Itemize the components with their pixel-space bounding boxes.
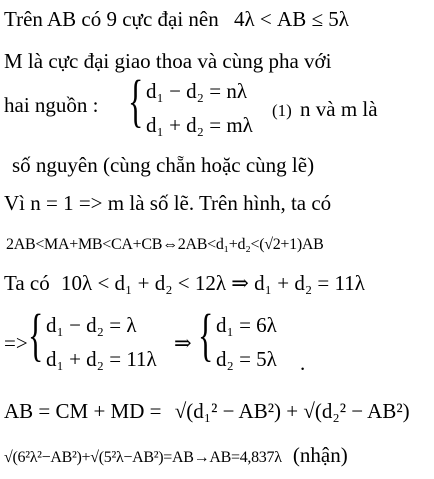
line-2: M là cực đại giao thoa và cùng pha với <box>4 49 332 73</box>
line-1 <box>4 6 349 32</box>
line-7-math: 10λ < d₁ + d₂ < 12λ ⇒ d₁ + d₂ = 11λ <box>61 271 365 295</box>
line-9-math: √(d₁² − AB²) + √(d₂² − AB²) <box>174 399 410 423</box>
implies-arrow: ⇒ <box>174 331 192 355</box>
line-10 <box>4 442 348 471</box>
line-9 <box>4 398 410 424</box>
system-1-brace: { <box>128 68 144 133</box>
line-1-math: 4λ < AB ≤ 5λ <box>234 7 349 31</box>
line-10-note: (nhận) <box>292 443 348 467</box>
line-4: số nguyên (cùng chẵn hoặc cùng lẽ) <box>12 153 315 177</box>
line-10-math: √(6²λ²−AB²)+√(5²λ−AB²)=AB→AB=4,837λ <box>4 449 282 466</box>
line-7-label: Ta có <box>4 271 50 295</box>
line-8-prefix: => <box>4 331 28 355</box>
system-2-eq2: d₁ + d₂ = 11λ <box>46 347 157 371</box>
line-7 <box>4 270 365 296</box>
period-mark: . <box>300 351 306 375</box>
line-5: Vì n = 1 => m là số lẽ. Trên hình, ta có <box>4 191 332 215</box>
line-9-label: AB = CM + MD = <box>4 399 162 423</box>
system-1-eq1: d₁ − d₂ = nλ <box>146 79 248 103</box>
line-6-inequality: 2AB<MA+MB<CA+CB⇔2AB<d₁+d₂<(√2+1)AB <box>6 236 324 253</box>
equation-number: (1) <box>272 101 292 120</box>
system-1-eq2: d₁ + d₂ = mλ <box>146 113 253 137</box>
line-3-label: hai nguồn : <box>4 93 99 117</box>
line-1-text: Trên AB có 9 cực đại nên <box>4 7 219 31</box>
system-2-brace: { <box>28 302 44 367</box>
line-3-tail: n và m là <box>300 97 378 121</box>
system-3-brace: { <box>198 302 214 367</box>
system-2-eq1: d₁ − d₂ = λ <box>46 313 137 337</box>
system-3-eq2: d₂ = 5λ <box>216 347 277 371</box>
system-3-eq1: d₁ = 6λ <box>216 313 277 337</box>
